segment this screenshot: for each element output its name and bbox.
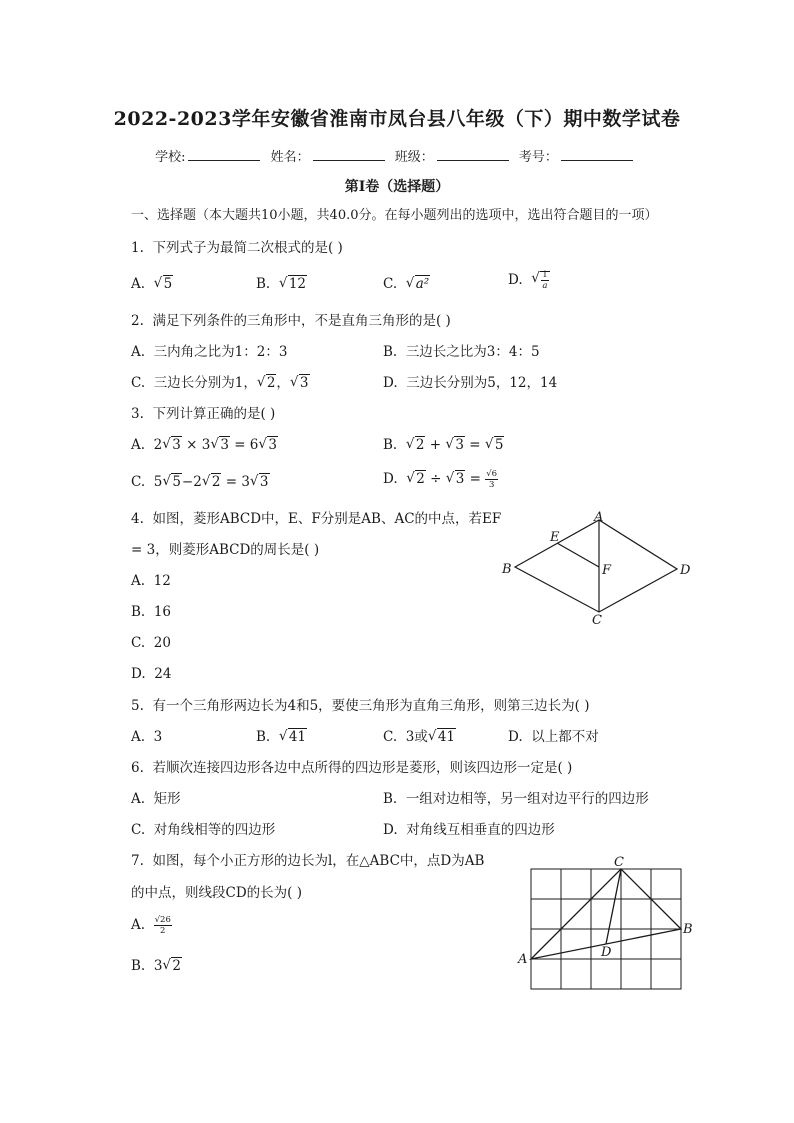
q6-option-a[interactable]: A. 矩形 bbox=[131, 791, 181, 807]
question-7: 7. 如图，每个小正方形的边长为l，在△ABC中，点D为AB bbox=[131, 853, 485, 869]
question-5: 5. 有一个三角形两边长为4和5，要使三角形为直角三角形，则第三边长为( ) bbox=[131, 698, 590, 714]
section-heading: 一、选择题（本大题共10小题，共40.0分。在每小题列出的选项中，选出符合题目的一项） bbox=[131, 208, 658, 223]
school-blank[interactable] bbox=[188, 148, 260, 161]
question-3: 3. 下列计算正确的是( ) bbox=[131, 406, 276, 422]
exam-no-label: 考号： bbox=[518, 150, 558, 165]
q2-option-d[interactable]: D. 三边长分别为5，12，14 bbox=[383, 375, 558, 391]
q4-option-a[interactable]: A. 12 bbox=[131, 573, 171, 589]
question-6: 6. 若顺次连接四边形各边中点所得的四边形是菱形，则该四边形一定是( ) bbox=[131, 760, 573, 776]
label-a: A bbox=[518, 952, 528, 967]
label-a: A bbox=[594, 510, 604, 525]
class-blank[interactable] bbox=[437, 148, 509, 161]
school-label: 学校: bbox=[155, 150, 186, 165]
q7-option-b[interactable]: B. 3√ 2 bbox=[131, 957, 182, 975]
q5-option-d[interactable]: D. 以上都不对 bbox=[508, 729, 599, 745]
question-2: 2. 满足下列条件的三角形中，不是直角三角形的是( ) bbox=[131, 313, 451, 329]
grid-triangle-figure bbox=[510, 852, 700, 992]
question-7-cont: 的中点，则线段CD的长为( ) bbox=[131, 885, 302, 901]
q6-option-b[interactable]: B. 一组对边相等，另一组对边平行的四边形 bbox=[383, 791, 649, 807]
label-d: D bbox=[601, 945, 612, 960]
q5-option-a[interactable]: A. 3 bbox=[131, 729, 163, 745]
label-e: E bbox=[550, 530, 560, 545]
label-c: C bbox=[592, 613, 602, 628]
name-blank[interactable] bbox=[313, 148, 385, 161]
label-c: C bbox=[614, 855, 624, 870]
class-label: 班级： bbox=[394, 150, 434, 165]
q3-option-d[interactable]: D. √ 2 ÷ √ 3 = $\frac{√6}{3}$ bbox=[383, 469, 498, 490]
name-label: 姓名： bbox=[270, 150, 310, 165]
page-title: 2022-2023学年安徽省淮南市凤台县八年级（下）期中数学试卷 bbox=[113, 108, 681, 130]
rhombus-figure bbox=[495, 505, 700, 630]
question-1: 1. 下列式子为最简二次根式的是( ) bbox=[131, 240, 343, 256]
q4-option-b[interactable]: B. 16 bbox=[131, 604, 171, 620]
label-d: D bbox=[680, 563, 691, 578]
question-4: 4. 如图，菱形ABCD中，E、F分别是AB、AC的中点，若EF bbox=[131, 511, 502, 527]
q1-option-d[interactable]: D. √ $\frac{1}{a}$ bbox=[508, 270, 550, 291]
q4-option-c[interactable]: C. 20 bbox=[131, 635, 171, 651]
q2-option-b[interactable]: B. 三边长之比为3：4：5 bbox=[383, 344, 540, 360]
student-info-line bbox=[0, 146, 794, 165]
q4-option-d[interactable]: D. 24 bbox=[131, 666, 172, 682]
q6-option-d[interactable]: D. 对角线互相垂直的四边形 bbox=[383, 822, 555, 838]
q2-option-a[interactable]: A. 三内角之比为1：2：3 bbox=[131, 344, 288, 360]
label-b: B bbox=[683, 922, 693, 937]
square-grid bbox=[531, 869, 681, 989]
q6-option-c[interactable]: C. 对角线相等的四边形 bbox=[131, 822, 276, 838]
rhombus-abcd bbox=[515, 520, 677, 612]
q1-option-c[interactable]: C. √ a² bbox=[383, 275, 430, 293]
q1-option-b[interactable]: B. √ 12 bbox=[256, 275, 307, 293]
segment-cd bbox=[606, 869, 621, 944]
q1-option-a[interactable]: A. √ 5 bbox=[131, 275, 173, 293]
q5-option-b[interactable]: B. √ 41 bbox=[256, 728, 307, 746]
volume-title: 第I卷（选择题） bbox=[344, 179, 450, 195]
q3-option-a[interactable]: A. 2√ 3 × 3√ 3 = 6√ 3 bbox=[131, 436, 278, 454]
exam-no-blank[interactable] bbox=[561, 148, 633, 161]
label-f: F bbox=[602, 563, 612, 578]
label-b: B bbox=[502, 562, 512, 577]
question-4-cont: = 3，则菱形ABCD的周长是( ) bbox=[131, 542, 320, 558]
segment-ef bbox=[557, 543, 599, 567]
q7-option-a[interactable]: A. $\frac{√26}{2}$ bbox=[131, 915, 171, 936]
q2-option-c[interactable]: C. 三边长分别为1，√ 2，√ 3 bbox=[131, 374, 310, 392]
q5-option-c[interactable]: C. 3或√ 41 bbox=[383, 728, 456, 746]
q3-option-c[interactable]: C. 5√ 5−2√ 2 = 3√ 3 bbox=[131, 473, 270, 491]
q3-option-b[interactable]: B. √ 2 + √ 3 = √ 5 bbox=[383, 436, 504, 454]
